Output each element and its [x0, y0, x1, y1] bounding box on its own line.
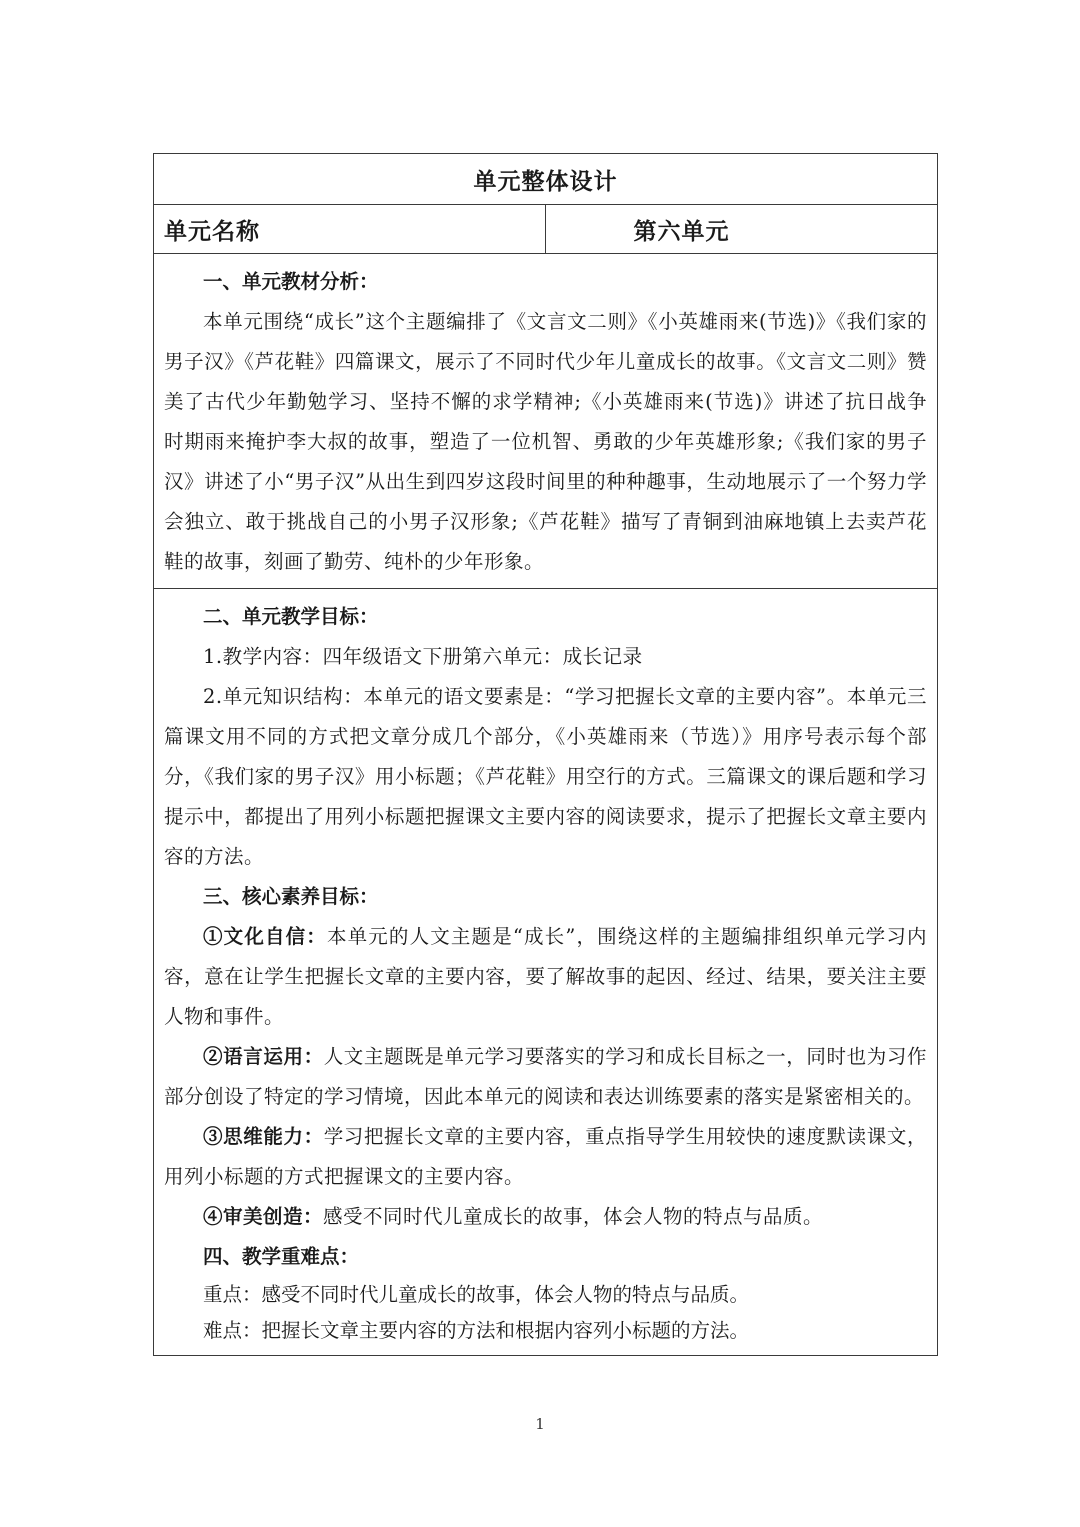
- section-heading: 四、教学重难点：: [203, 1245, 360, 1268]
- goal-label: ④审美创造：: [203, 1205, 324, 1228]
- unit-name-value: 第六单元: [546, 205, 938, 254]
- goal-label: ③思维能力：: [203, 1125, 324, 1148]
- goal-text: 人文主题既是单元学习要落实的学习和成长目标之一，同时也为习作部分创设了特定的学习情境，因此本单元的阅读和表达训练要素的落实是紧密相关的。: [164, 1045, 927, 1108]
- table-title: 单元整体设计: [154, 154, 938, 205]
- section-heading: 一、单元教材分析：: [203, 270, 379, 293]
- unit-design-table: [153, 153, 938, 1356]
- paragraph: 1.教学内容：四年级语文下册第六单元：成长记录: [203, 645, 643, 668]
- section-teaching-goals: [154, 589, 938, 1356]
- goal-paragraph: [164, 1197, 927, 1237]
- section-heading: 二、单元教学目标：: [203, 605, 379, 628]
- goal-label: ②语言运用：: [203, 1045, 324, 1068]
- page-number: 1: [535, 1415, 545, 1433]
- section-heading: 三、核心素养目标：: [203, 885, 379, 908]
- goal-text: 感受不同时代儿童成长的故事，体会人物的特点与品质。: [323, 1205, 824, 1228]
- goal-paragraph: [164, 1037, 927, 1117]
- paragraph: 2.单元知识结构：本单元的语文要素是：“学习把握长文章的主要内容”。本单元三篇课文用不同的方式把文章分成几个部分，《小英雄雨来（节选）》用序号表示每个部分，《我们家的男子汉》用小标题；《芦花鞋》用空行的方式。三篇课文的课后题和学习提示中，都提出了用列小标题把握课文主要内容的阅读要求，提示了把握长文章主要内容的方法。: [164, 685, 927, 868]
- goal-text: 学习把握长文章的主要内容，重点指导学生用较快的速度默读课文，用列小标题的方式把握课文的主要内容。: [164, 1125, 927, 1188]
- paragraph: 本单元围绕“成长”这个主题编排了《文言文二则》《小英雄雨来(节选)》《我们家的男子汉》《芦花鞋》四篇课文，展示了不同时代少年儿童成长的故事。《文言文二则》赞美了古代少年勤勉学习、坚持不懈的求学精神;《小英雄雨来(节选)》讲述了抗日战争时期雨来掩护李大叔的故事，塑造了一位机智、勇敢的少年英雄形象;《我们家的男子汉》讲述了小“男子汉”从出生到四岁这段时间里的种种趣事，生动地展示了一个努力学会独立、敢于挑战自己的小男子汉形象;《芦花鞋》描写了青铜到油麻地镇上去卖芦花鞋的故事，刻画了勤劳、纯朴的少年形象。: [164, 310, 927, 573]
- key-point: 重点：感受不同时代儿童成长的故事，体会人物的特点与品质。: [203, 1283, 750, 1306]
- goal-text: 本单元的人文主题是“成长”，围绕这样的主题编排组织单元学习内容，意在让学生把握长文章的主要内容，要了解故事的起因、经过、结果，要关注主要人物和事件。: [164, 925, 927, 1028]
- unit-name-label: 单元名称: [154, 205, 546, 254]
- goal-paragraph: [164, 1117, 927, 1197]
- section-material-analysis: [154, 254, 938, 589]
- goal-label: ①文化自信：: [203, 925, 327, 948]
- difficulty: 难点：把握长文章主要内容的方法和根据内容列小标题的方法。: [203, 1319, 750, 1342]
- goal-paragraph: [164, 917, 927, 1037]
